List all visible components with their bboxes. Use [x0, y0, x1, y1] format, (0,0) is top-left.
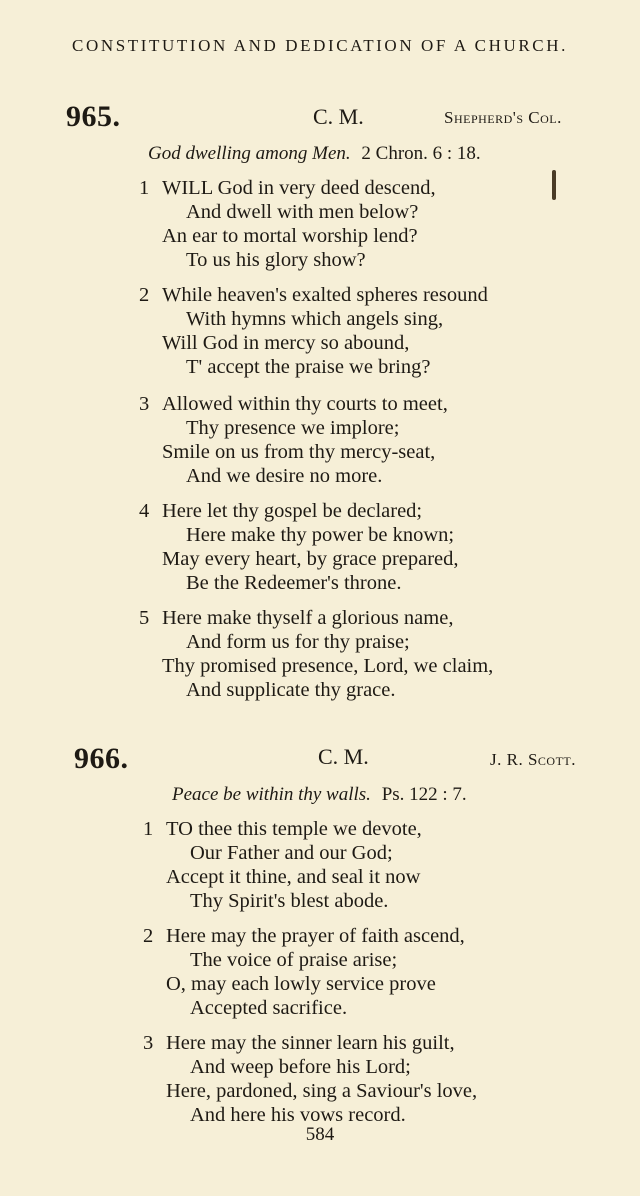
verse-number: 1: [139, 177, 150, 199]
hymn-meter: C. M.: [313, 104, 364, 129]
verse-line: And dwell with men below?: [186, 201, 419, 223]
verse-line: Thy Spirit's blest abode.: [190, 890, 389, 912]
hymn-subtitle: [172, 784, 467, 806]
verse-number: 2: [143, 925, 154, 947]
verse-line: And weep before his Lord;: [190, 1056, 411, 1078]
hymn-number: 965.: [66, 100, 121, 133]
verse-line: Thy presence we implore;: [186, 417, 400, 439]
hymn-number: 966.: [74, 742, 129, 775]
verse-line: WILL God in very deed descend,: [162, 177, 436, 199]
verse-number: 5: [139, 607, 150, 629]
hymn-theme: Peace be within thy walls.: [172, 784, 371, 805]
verse-line: Accept it thine, and seal it now: [166, 866, 421, 888]
verse-line: And here his vows record.: [190, 1104, 406, 1126]
verse-line: Here make thy power be known;: [186, 524, 455, 546]
verse-line: Smile on us from thy mercy-seat,: [162, 441, 436, 463]
verse-number: 1: [143, 818, 154, 840]
hymn-theme: God dwelling among Men.: [148, 143, 351, 164]
verse-number: 4: [139, 500, 150, 522]
ink-speck: [552, 170, 556, 200]
verse-line: Here make thyself a glorious name,: [162, 607, 454, 629]
verse-line: T' accept the praise we bring?: [186, 356, 431, 378]
verse-line: Thy promised presence, Lord, we claim,: [162, 655, 494, 677]
verse-line: Here may the sinner learn his guilt,: [166, 1032, 455, 1054]
verse-number: 3: [139, 393, 150, 415]
verse-line: Will God in mercy so abound,: [162, 332, 410, 354]
page-number: 584: [305, 1124, 335, 1145]
verse-line: While heaven's exalted spheres resound: [162, 284, 488, 306]
verse-line: Here, pardoned, sing a Saviour's love,: [166, 1080, 478, 1102]
hymn-composer: Shepherd's Col.: [444, 108, 562, 127]
verse-line: The voice of praise arise;: [190, 949, 398, 971]
verse-line: And form us for thy praise;: [186, 631, 410, 653]
verse-line: Allowed within thy courts to meet,: [162, 393, 448, 415]
verse-line: Be the Redeemer's throne.: [186, 572, 402, 594]
verse-number: 3: [143, 1032, 154, 1054]
hymn-meter: C. M.: [318, 744, 369, 769]
verse-line: With hymns which angels sing,: [186, 308, 444, 330]
scripture-reference: Ps. 122 : 7.: [381, 784, 467, 805]
running-head: CONSTITUTION AND DEDICATION OF A CHURCH.: [72, 36, 568, 55]
verse-line: O, may each lowly service prove: [166, 973, 436, 995]
verse-line: Accepted sacrifice.: [190, 997, 348, 1019]
verse-line: An ear to mortal worship lend?: [162, 225, 418, 247]
verse-line: Here may the prayer of faith ascend,: [166, 925, 465, 947]
hymn-composer: J. R. Scott.: [490, 750, 576, 769]
verse-number: 2: [139, 284, 150, 306]
hymn-subtitle: [148, 143, 481, 165]
verse-line: May every heart, by grace prepared,: [162, 548, 459, 570]
verse-line: TO thee this temple we devote,: [166, 818, 422, 840]
verse-line: To us his glory show?: [186, 249, 366, 271]
verse-line: And we desire no more.: [186, 465, 383, 487]
verse-line: Here let thy gospel be declared;: [162, 500, 423, 522]
verse-line: Our Father and our God;: [190, 842, 393, 864]
scripture-reference: 2 Chron. 6 : 18.: [361, 143, 481, 164]
verse-line: And supplicate thy grace.: [186, 679, 396, 701]
